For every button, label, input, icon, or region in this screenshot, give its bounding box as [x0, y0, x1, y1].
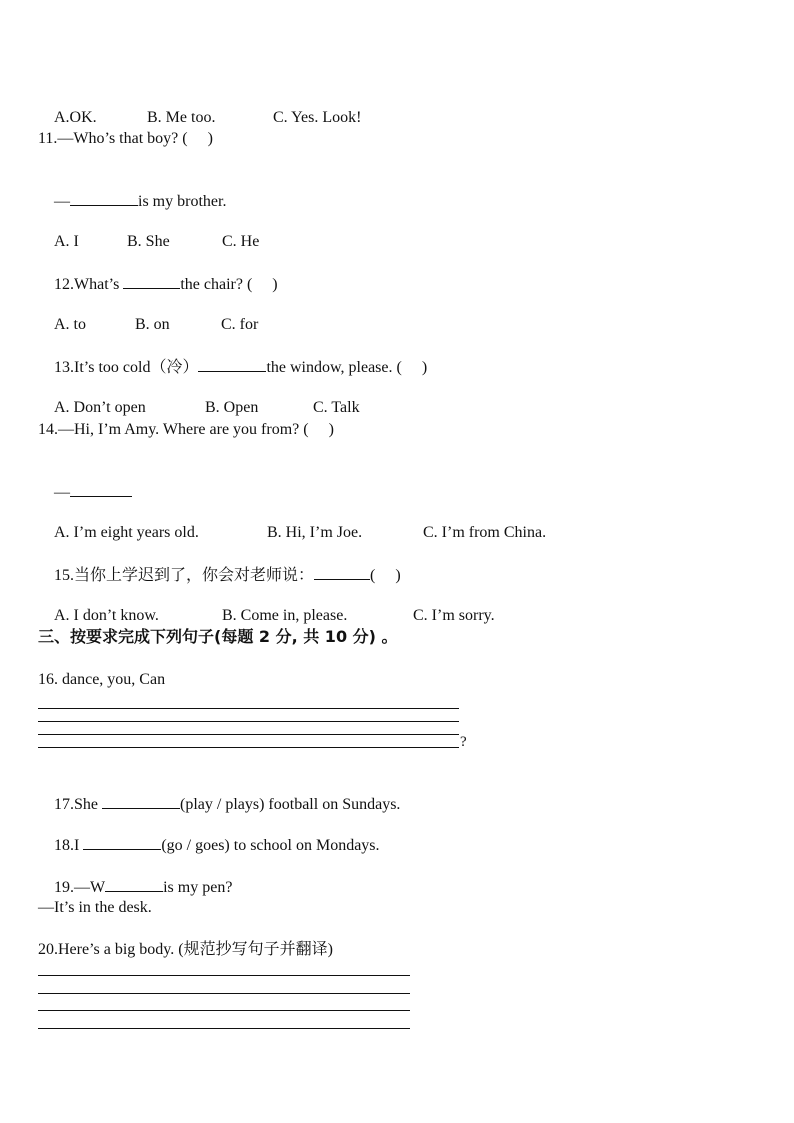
q11-answer-dash: —	[54, 193, 70, 210]
q10-option-c[interactable]: C. Yes. Look!	[273, 109, 362, 126]
q17-blank[interactable]	[102, 794, 180, 809]
q20-writing-line-3[interactable]	[38, 1010, 410, 1011]
q12-blank[interactable]	[123, 274, 180, 289]
q11-option-a[interactable]: A. I	[54, 233, 79, 250]
q12-option-b[interactable]: B. on	[135, 316, 170, 333]
q12-prompt-pre: 12.What’s	[54, 276, 124, 293]
q17-prompt-pre: 17.She	[54, 796, 102, 813]
q10-option-b[interactable]: B. Me too.	[147, 109, 216, 126]
q11-option-b[interactable]: B. She	[127, 233, 170, 250]
q13-option-b[interactable]: B. Open	[205, 399, 259, 416]
q13-blank[interactable]	[198, 357, 266, 372]
q18-prompt-post: (go / goes) to school on Mondays.	[161, 837, 380, 854]
q16-writing-line-4[interactable]	[38, 747, 459, 748]
q15-option-a[interactable]: A. I don’t know.	[54, 607, 159, 624]
q12-option-c[interactable]: C. for	[221, 316, 259, 333]
q18-blank[interactable]	[83, 835, 161, 850]
q20-writing-line-4[interactable]	[38, 1028, 410, 1029]
q16-question-mark: ?	[460, 734, 467, 750]
q15-prompt-post: ( )	[370, 567, 401, 584]
q16-writing-line-1[interactable]	[38, 708, 459, 709]
q11-option-c[interactable]: C. He	[222, 233, 260, 250]
q13-prompt-post: the window, please. ( )	[266, 359, 428, 376]
q14-blank[interactable]	[70, 482, 132, 497]
q15-option-b[interactable]: B. Come in, please.	[222, 607, 348, 624]
q15-prompt-pre: 15.当你上学迟到了，你会对老师说：	[54, 567, 315, 584]
q20-writing-line-2[interactable]	[38, 993, 410, 994]
q15-option-c[interactable]: C. I’m sorry.	[413, 607, 495, 624]
q19-prompt-pre: 19.—W	[54, 879, 106, 896]
q13-option-c[interactable]: C. Talk	[313, 399, 360, 416]
q18-prompt-pre: 18.I	[54, 837, 84, 854]
q17-prompt-post: (play / plays) football on Sundays.	[180, 796, 401, 813]
q11-answer-text: is my brother.	[138, 193, 227, 210]
q14-option-a[interactable]: A. I’m eight years old.	[54, 524, 199, 541]
q14-option-b[interactable]: B. Hi, I’m Joe.	[267, 524, 363, 541]
q20-writing-line-1[interactable]	[38, 975, 410, 976]
q20-prompt: 20.Here’s a big body. (规范抄写句子并翻译)	[38, 941, 333, 958]
q10-option-a[interactable]: A.OK.	[54, 109, 97, 126]
q16-writing-line-2[interactable]	[38, 721, 459, 722]
q16-prompt: 16. dance, you, Can	[38, 671, 166, 688]
q14-answer-dash: —	[54, 484, 70, 501]
q13-option-a[interactable]: A. Don’t open	[54, 399, 146, 416]
q13-prompt-pre: 13.It’s too cold（冷）	[54, 359, 199, 376]
section-3-title: 三、按要求完成下列句子(每题 2 分, 共 10 分) 。	[38, 627, 398, 646]
q11-blank[interactable]	[70, 191, 138, 206]
q16-writing-line-3[interactable]	[38, 734, 459, 735]
q19-answer: —It’s in the desk.	[38, 899, 152, 916]
q12-option-a[interactable]: A. to	[54, 316, 86, 333]
q19-prompt-post: is my pen?	[163, 879, 233, 896]
q15-blank[interactable]	[314, 565, 370, 580]
q11-prompt: 11.—Who’s that boy? ( )	[38, 130, 213, 147]
q19-blank[interactable]	[105, 877, 163, 892]
q12-prompt-post: the chair? ( )	[180, 276, 278, 293]
q14-prompt: 14.—Hi, I’m Amy. Where are you from? ( )	[38, 421, 334, 438]
q14-option-c[interactable]: C. I’m from China.	[423, 524, 547, 541]
